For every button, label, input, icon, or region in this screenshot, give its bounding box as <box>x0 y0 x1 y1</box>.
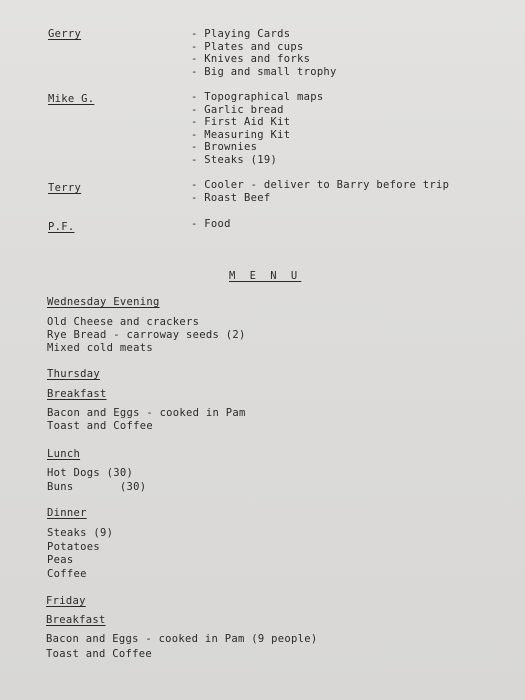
menu-line: Rye Bread - carroway seeds (2) <box>47 329 246 341</box>
list-item: - Steaks (19) <box>191 154 323 167</box>
list-item: - Garlic bread <box>191 104 323 117</box>
menu-line: Bacon and Eggs - cooked in Pam (9 people) <box>46 633 318 645</box>
menu-line: Buns (30) <box>47 481 147 493</box>
menu-line: Peas <box>47 554 74 566</box>
list-item: - Cooler - deliver to Barry before trip <box>191 179 449 192</box>
assignment-items-terry <box>191 179 449 204</box>
day-heading: Friday <box>46 595 86 607</box>
menu-line: Bacon and Eggs - cooked in Pam <box>47 407 246 419</box>
assignment-items-pf <box>191 218 231 231</box>
list-item: - Knives and forks <box>191 53 337 66</box>
meal-heading: Dinner <box>47 507 87 519</box>
day-heading: Wednesday Evening <box>47 296 160 308</box>
assignment-items-mike <box>191 91 323 167</box>
list-item: - Topographical maps <box>191 91 323 104</box>
meal-heading: Lunch <box>47 448 81 460</box>
assignee-name: Mike G. <box>48 93 95 105</box>
meal-heading: Breakfast <box>47 388 107 400</box>
assignee-name: P.F. <box>48 221 75 233</box>
menu-line: Old Cheese and crackers <box>47 316 200 328</box>
list-item: - Food <box>191 218 231 231</box>
assignment-items-gerry <box>191 28 337 78</box>
list-item: - Measuring Kit <box>191 129 323 142</box>
menu-line: Toast and Coffee <box>47 420 153 432</box>
menu-line: Potatoes <box>47 541 100 553</box>
menu-title: M E N U <box>229 270 302 282</box>
list-item: - Big and small trophy <box>191 66 337 79</box>
list-item: - Brownies <box>191 141 323 154</box>
menu-line: Hot Dogs (30) <box>47 467 134 479</box>
menu-line: Mixed cold meats <box>47 342 153 354</box>
meal-heading: Breakfast <box>46 614 106 626</box>
menu-line: Coffee <box>47 568 87 580</box>
list-item: - First Aid Kit <box>191 116 323 129</box>
menu-line: Toast and Coffee <box>46 648 152 660</box>
list-item: - Plates and cups <box>191 41 337 54</box>
list-item: - Roast Beef <box>191 192 449 205</box>
assignee-name: Gerry <box>48 28 82 40</box>
menu-line: Steaks (9) <box>47 527 114 539</box>
assignee-name: Terry <box>48 182 82 194</box>
list-item: - Playing Cards <box>191 28 337 41</box>
day-heading: Thursday <box>47 368 100 380</box>
